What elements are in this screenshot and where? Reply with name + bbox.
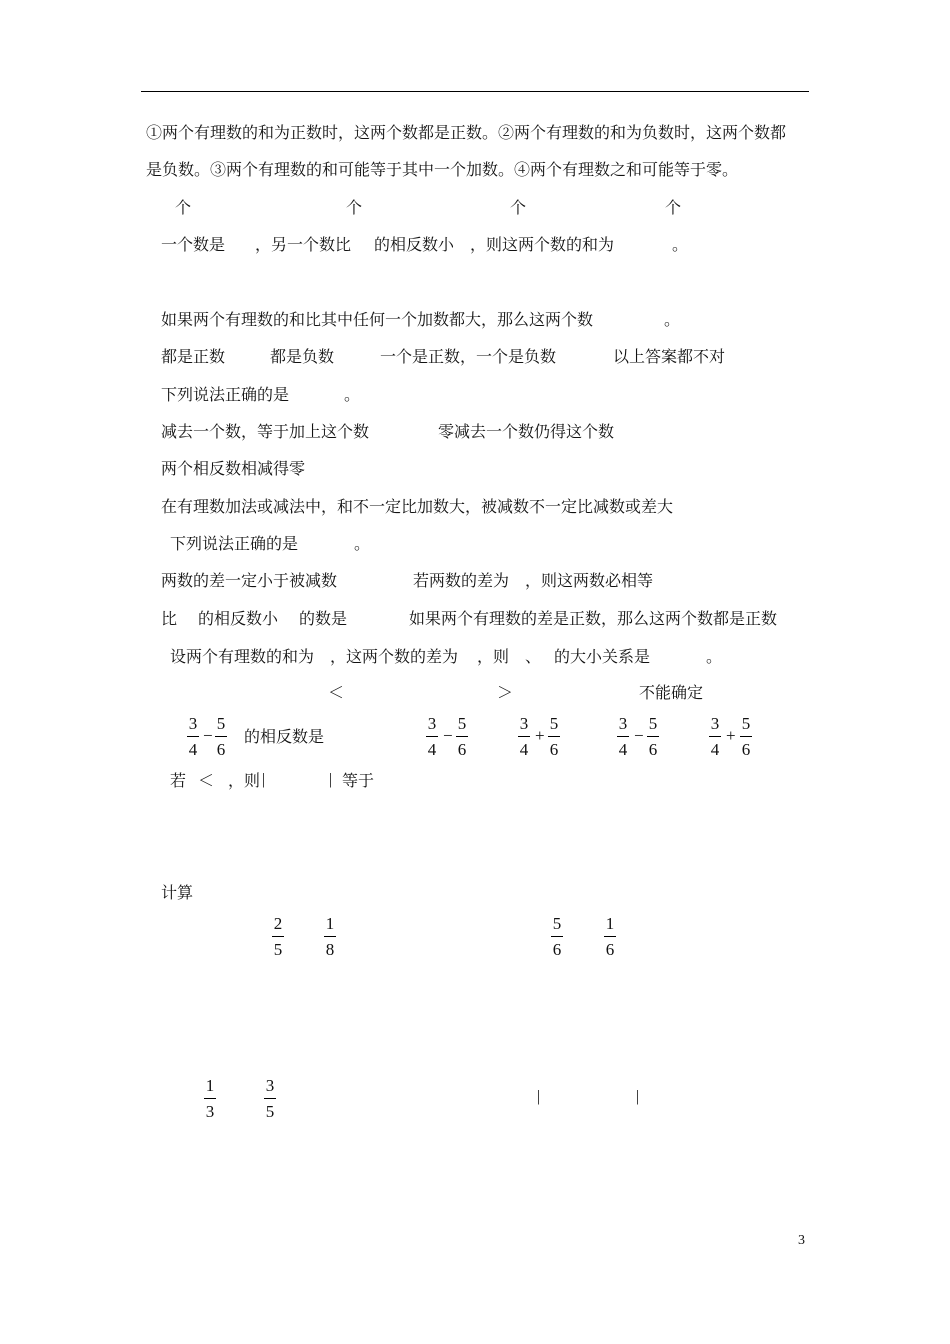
fraction — [187, 714, 199, 760]
denominator: 6 — [549, 740, 559, 759]
q-correct1-option-a: 减去一个数，等于加上这个数 — [161, 424, 370, 441]
fraction — [204, 1076, 216, 1122]
denominator: 4 — [710, 740, 720, 759]
numerator: 2 — [273, 914, 283, 933]
numerator: 3 — [427, 714, 437, 733]
numerator: 5 — [552, 914, 562, 933]
q-correct2-option-c-part-2: 的相反数小 — [198, 611, 279, 628]
q-correct1-option-d: 在有理数加法或减法中，和不一定比加数大，被减数不一定比减数或差大 — [161, 499, 674, 516]
q-correct2-option-a: 两数的差一定小于被减数 — [161, 573, 338, 590]
fraction — [548, 714, 560, 760]
denominator: 4 — [519, 740, 529, 759]
plus-sign: + — [726, 726, 736, 745]
fraction — [551, 914, 563, 960]
denominator: 4 — [618, 740, 628, 759]
q-sum-diff-part-1: 设两个有理数的和为 — [170, 649, 315, 666]
denominator: 6 — [216, 740, 226, 759]
fraction — [456, 714, 468, 760]
q-sum-larger-option-a: 都是正数 — [161, 349, 226, 366]
q-one-number-part-3: 的相反数小 — [374, 237, 455, 254]
denominator: 6 — [605, 940, 615, 959]
q-opposite-suffix: 的相反数是 — [244, 729, 325, 746]
q-one-number-part-2: ，另一个数比 — [255, 237, 352, 254]
denominator: 5 — [265, 1102, 275, 1121]
denominator: 4 — [188, 740, 198, 759]
fraction — [324, 914, 336, 960]
numerator: 3 — [710, 714, 720, 733]
q-abs-part-3: ，则 — [228, 773, 261, 790]
q-abs-part-2: ＜ — [198, 773, 215, 790]
q-sum-larger-option-b: 都是负数 — [270, 349, 335, 366]
q-one-number-part-1: 一个数是 — [161, 237, 226, 254]
q-abs-part-1: 若 — [170, 773, 187, 790]
option-c: 个 — [510, 200, 527, 217]
minus-sign: − — [203, 726, 213, 745]
q-sum-diff-option-c: 不能确定 — [639, 685, 704, 702]
q-sum-larger-option-c: 一个是正数，一个是负数 — [380, 349, 557, 366]
fraction — [604, 914, 616, 960]
statements-line-1: ①两个有理数的和为正数时，这两个数都是正数。②两个有理数的和为负数时，这两个数都 — [146, 125, 787, 142]
denominator: 6 — [552, 940, 562, 959]
numerator: 5 — [741, 714, 751, 733]
numerator: 5 — [549, 714, 559, 733]
abs-bar-left: | — [262, 771, 266, 788]
q-sum-diff-part-5: 的大小关系是 — [554, 649, 651, 666]
page-number: 3 — [798, 1233, 805, 1248]
numerator: 3 — [265, 1076, 275, 1095]
minus-sign: − — [634, 726, 644, 745]
numerator: 5 — [457, 714, 467, 733]
numerator: 1 — [325, 914, 335, 933]
q-sum-diff-option-b: ＞ — [497, 685, 514, 702]
header-rule — [141, 91, 809, 92]
q-correct2-option-c-part-3: 的数是 — [299, 611, 348, 628]
q-correct2-option-d: 如果两个有理数的差是正数，那么这两个数都是正数 — [409, 611, 778, 628]
numerator: 3 — [188, 714, 198, 733]
denominator: 6 — [741, 740, 751, 759]
abs-bar-right: | — [636, 1088, 640, 1105]
numerator: 5 — [648, 714, 658, 733]
fraction — [518, 714, 530, 760]
q-correct2-option-b-part-2: ，则这两数必相等 — [525, 573, 654, 590]
denominator: 6 — [457, 740, 467, 759]
calc-title: 计算 — [161, 885, 194, 902]
option-d: 个 — [665, 200, 682, 217]
q-correct2-stem: 下列说法正确的是 — [170, 536, 299, 553]
statements-line-2: 是负数。③两个有理数的和可能等于其中一个加数。④两个有理数之和可能等于零。 — [146, 162, 739, 179]
denominator: 6 — [648, 740, 658, 759]
option-b: 个 — [346, 200, 363, 217]
fraction — [617, 714, 629, 760]
fraction — [740, 714, 752, 760]
fraction — [264, 1076, 276, 1122]
fraction — [647, 714, 659, 760]
plus-sign: + — [535, 726, 545, 745]
q-correct2-option-c-part-1: 比 — [161, 611, 178, 628]
q-sum-larger-stem: 如果两个有理数的和比其中任何一个加数都大，那么这两个数 — [161, 312, 594, 329]
fraction — [215, 714, 227, 760]
denominator: 3 — [205, 1102, 215, 1121]
minus-sign: − — [443, 726, 453, 745]
q-sum-diff-part-3: ，则 — [477, 649, 510, 666]
numerator: 3 — [519, 714, 529, 733]
q-sum-larger-stem-end: 。 — [664, 312, 681, 329]
q-correct1-stem-end: 。 — [344, 387, 361, 404]
q-sum-diff-option-a: ＜ — [328, 685, 345, 702]
q-one-number-part-5: 。 — [672, 237, 689, 254]
abs-bar-right: | — [329, 771, 333, 788]
q-correct2-stem-end: 。 — [354, 536, 371, 553]
numerator: 5 — [216, 714, 226, 733]
q-abs-part-4: 等于 — [342, 773, 375, 790]
numerator: 3 — [618, 714, 628, 733]
q-correct1-stem: 下列说法正确的是 — [161, 387, 290, 404]
denominator: 4 — [427, 740, 437, 759]
fraction — [426, 714, 438, 760]
numerator: 1 — [205, 1076, 215, 1095]
fraction — [709, 714, 721, 760]
q-one-number-part-4: ，则这两个数的和为 — [470, 237, 615, 254]
q-correct2-option-b-part-1: 若两数的差为 — [413, 573, 510, 590]
numerator: 1 — [605, 914, 615, 933]
option-a: 个 — [175, 200, 192, 217]
denominator: 5 — [273, 940, 283, 959]
q-sum-larger-option-d: 以上答案都不对 — [613, 349, 726, 366]
q-sum-diff-part-6: 。 — [706, 649, 723, 666]
fraction — [272, 914, 284, 960]
q-sum-diff-part-2: ，这两个数的差为 — [330, 649, 459, 666]
q-sum-diff-part-4: 、 — [525, 649, 542, 666]
q-correct1-option-b: 零减去一个数仍得这个数 — [438, 424, 615, 441]
q-correct1-option-c: 两个相反数相减得零 — [161, 461, 306, 478]
denominator: 8 — [325, 940, 335, 959]
abs-bar-left: | — [537, 1088, 541, 1105]
